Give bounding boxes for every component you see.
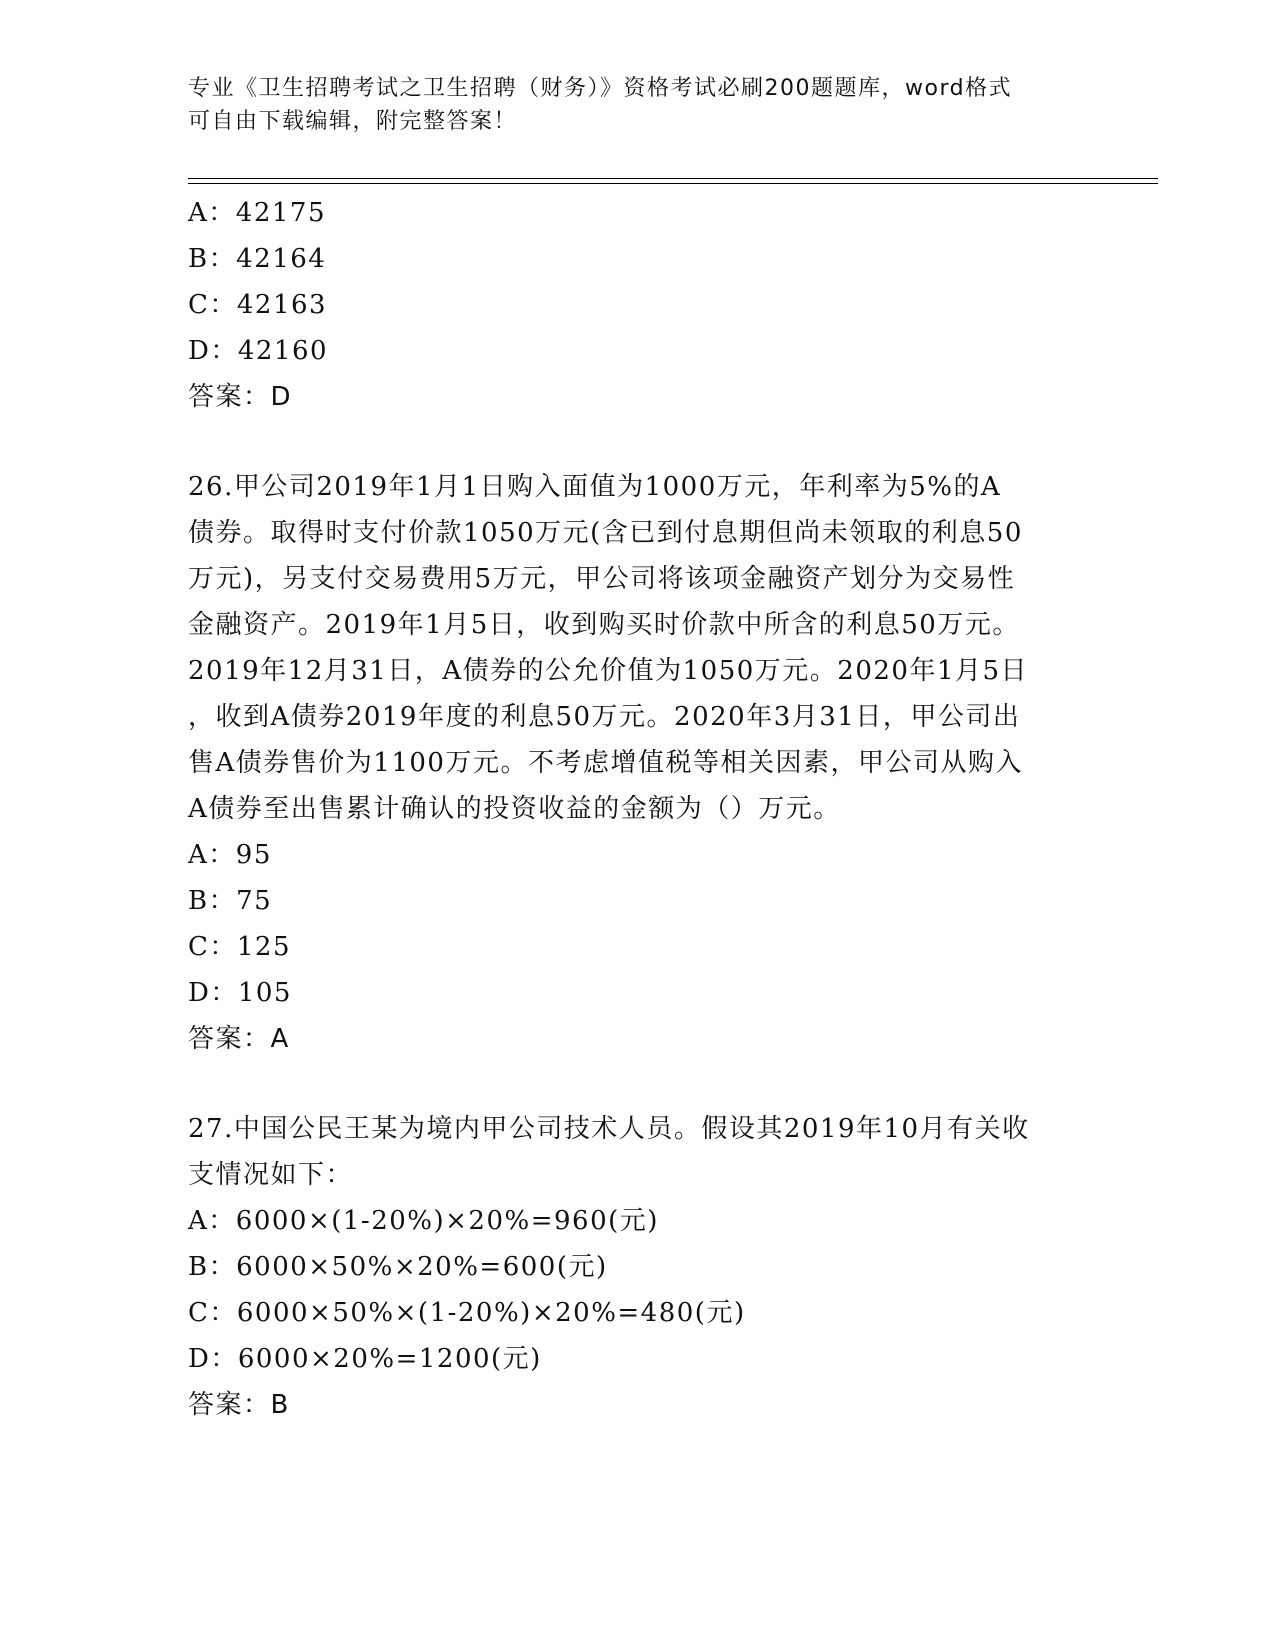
header-title-line-1: 专业《卫生招聘考试之卫生招聘（财务）》资格考试必刷200题题库，word格式 [188,76,1013,101]
option-b: B：75 [188,886,273,916]
answer-line: 答案：B [188,1390,290,1420]
option-b: B：6000×50%×20%=600(元) [188,1252,608,1282]
question-text-line: 金融资产。2019年1月5日，收到购买时价款中所含的利息50万元。 [188,610,1020,640]
question-text-line: 售A债券售价为1100万元。不考虑增值税等相关因素，甲公司从购入 [188,748,1023,778]
question-text-line: 2019年12月31日，A债券的公允价值为1050万元。2020年1月5日 [188,656,1029,686]
question-text-line: A债券至出售累计确认的投资收益的金额为（）万元。 [188,794,841,824]
question-text-line: 27.中国公民王某为境内甲公司技术人员。假设其2019年10月有关收 [188,1114,1030,1144]
option-c: C：125 [188,932,292,962]
header-title-line-2: 可自由下载编辑，附完整答案！ [188,109,518,134]
option-a: A：6000×(1-20%)×20%=960(元) [188,1206,659,1236]
option-c: C：42163 [188,290,328,320]
option-d: D：105 [188,978,292,1008]
question-text-line: ，收到A债券2019年度的利息50万元。2020年3月31日，甲公司出 [188,702,1021,732]
option-b: B：42164 [188,244,327,274]
option-d: D：6000×20%=1200(元) [188,1344,542,1374]
answer-line: 答案：D [188,382,293,412]
question-text-line: 支情况如下： [188,1160,354,1190]
answer-line: 答案：A [188,1024,290,1054]
document-body [188,190,1088,1428]
question-25-block [188,190,1088,420]
option-c: C：6000×50%×(1-20%)×20%=480(元) [188,1298,746,1328]
question-text-line: 债券。取得时支付价款1050万元(含已到付息期但尚未领取的利息50 [188,518,1023,548]
option-a: A：95 [188,840,272,870]
header-divider-top [188,178,1158,179]
document-header [188,72,1088,138]
question-26-block [188,464,1088,1062]
question-text-line: 万元)，另支付交易费用5万元，甲公司将该项金融资产划分为交易性 [188,564,1016,594]
question-text-line: 26.甲公司2019年1月1日购入面值为1000万元，年利率为5%的A [188,472,1002,502]
option-d: D：42160 [188,336,329,366]
header-divider-bottom [188,183,1158,184]
option-a: A：42175 [188,198,326,228]
question-27-block [188,1106,1088,1428]
